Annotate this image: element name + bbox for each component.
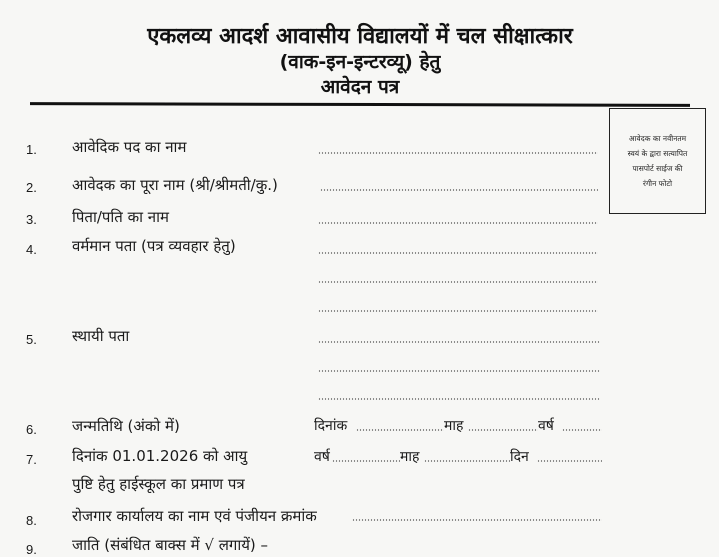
field-label-current-address: वर्ममान पता (पत्र व्यवहार हेतु) xyxy=(72,237,236,255)
age-year-input[interactable] xyxy=(332,460,400,462)
age-day-label: दिन xyxy=(510,449,529,465)
current-address-input-line-3[interactable] xyxy=(318,310,598,312)
employment-office-input-line[interactable] xyxy=(352,519,602,521)
dob-year-label: वर्ष xyxy=(538,418,554,434)
form-title-line1: एकलव्य आदर्श आवासीय विद्यालयों में चल सीक्षात्कार xyxy=(147,24,573,49)
form-title-line3: आवेदन पत्र xyxy=(320,76,400,98)
father-husband-name-input-line[interactable] xyxy=(318,222,598,224)
photo-box[interactable] xyxy=(609,108,706,214)
permanent-address-input-line-1[interactable] xyxy=(318,341,600,343)
field-number: 7. xyxy=(26,452,37,467)
dob-day-input[interactable] xyxy=(356,429,444,431)
field-number: 8. xyxy=(26,513,37,528)
photo-box-text-3: पासपोर्ट साईज की xyxy=(632,164,683,173)
field-number: 2. xyxy=(26,180,37,195)
photo-box-text-1: आवेदक का नवीनतम xyxy=(628,134,687,143)
field-label-employment-office: रोजगार कार्यालय का नाम एवं पंजीयन क्रमांक xyxy=(72,507,317,525)
header-divider xyxy=(30,102,690,107)
field-label-dob: जन्मतिथि (अंको में) xyxy=(72,417,180,435)
permanent-address-input-line-3[interactable] xyxy=(318,398,600,400)
age-month-label: माह xyxy=(400,449,420,465)
field-number: 9. xyxy=(26,542,37,557)
dob-month-input[interactable] xyxy=(468,429,538,431)
age-year-label: वर्ष xyxy=(314,449,330,465)
field-number: 1. xyxy=(26,142,37,157)
permanent-address-input-line-2[interactable] xyxy=(318,370,600,372)
dob-year-input[interactable] xyxy=(562,429,602,431)
current-address-input-line-2[interactable] xyxy=(318,281,598,283)
age-day-input[interactable] xyxy=(537,460,602,462)
field-number: 6. xyxy=(26,422,37,437)
dob-month-label: माह xyxy=(444,418,464,434)
post-name-input-line[interactable] xyxy=(318,152,598,154)
field-label-caste: जाति (संबंधित बाक्स में √ लगायें) – xyxy=(72,536,269,554)
photo-box-text-2: स्वयं के द्वारा सत्यापित xyxy=(627,149,688,158)
form-title-line2: (वाक-इन-इन्टरव्यू) हेतु xyxy=(279,51,441,73)
full-name-input-line[interactable] xyxy=(320,189,598,191)
age-month-input[interactable] xyxy=(424,460,510,462)
field-label-age: दिनांक 01.01.2026 को आयु xyxy=(72,447,248,465)
field-label-full-name: आवेदक का पूरा नाम (श्री/श्रीमती/कु.) xyxy=(72,176,278,194)
current-address-input-line-1[interactable] xyxy=(318,252,598,254)
photo-box-text-4: रंगीन फोटो xyxy=(642,179,673,188)
field-label-age-proof: पुष्टि हेतु हाईस्कूल का प्रमाण पत्र xyxy=(72,475,245,493)
field-label-father-husband-name: पिता/पति का नाम xyxy=(72,208,169,226)
field-number: 3. xyxy=(26,212,37,227)
field-label-permanent-address: स्थायी पता xyxy=(72,327,130,345)
field-label-post-name: आवेदिक पद का नाम xyxy=(72,138,187,156)
dob-day-label: दिनांक xyxy=(314,418,348,434)
field-number: 5. xyxy=(26,332,37,347)
field-number: 4. xyxy=(26,242,37,257)
